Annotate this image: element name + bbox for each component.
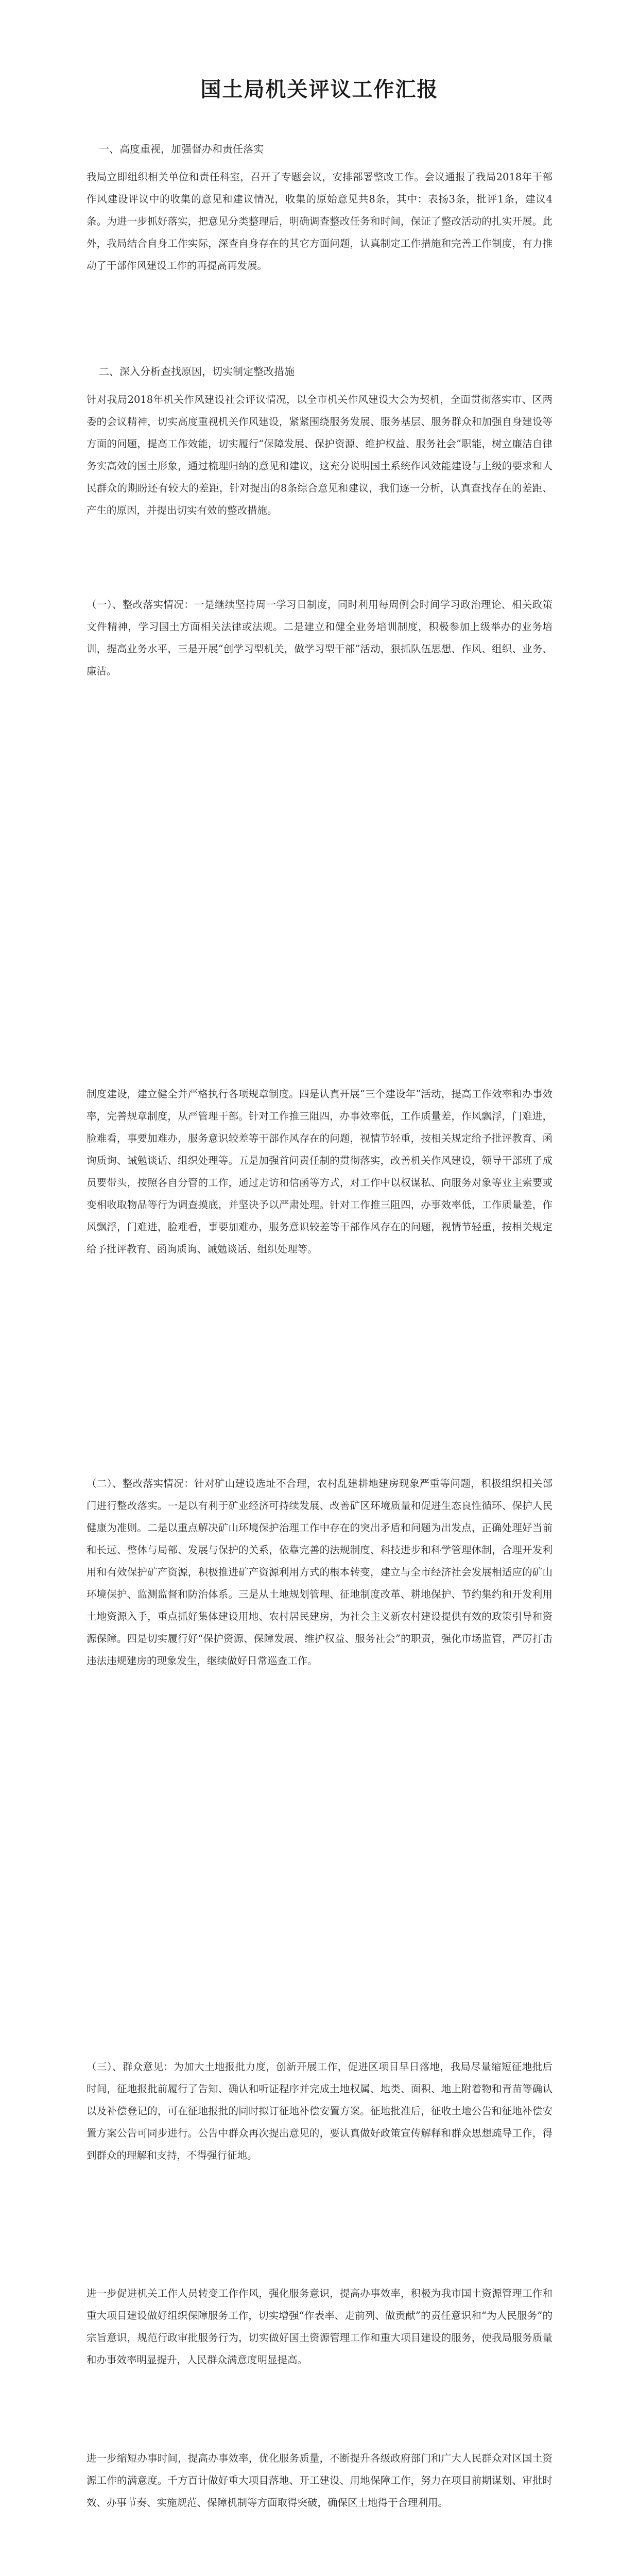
paragraph-5-text: （二）、整改落实情况：针对矿山建设选址不合理，农村乱建耕地建房现象严重等问题，积极组织相关部门进行整改落实。一是以有利于矿业经济可持续发展、改善矿区环境质量和促进生态良性循环、保护人民健康为准则。二是以重点解决矿山环境保护治理工作中存在的突出矛盾和问题为出发点，正确处理好当前和长远、整体与局部、发展与保护的关系，依靠完善的法规制度、科技进步和科学管理体制，合理开发利用和有效保护矿产资源，积极推进矿产资源利用方式的根本转变，建立与全市经济社会发展相适应的矿山环境保护、监测监督和防治体系。三是从土地规划管理、征地制度改革、耕地保护、节约集约和开发利用土地资源入手，重点抓好集体建设用地、农村居民建房，为社会主义新农村建设提供有效的政策引导和资源保障。四是切实履行好“保护资源、保障发展、维护权益、服务社会”的职责，强化市场监管，严厉打击违法违规建房的现象发生，继续做好日常巡查工作。	[87, 1478, 552, 1667]
blank-gap-2	[87, 1834, 552, 2030]
page-title: 国土局机关评议工作汇报	[200, 77, 439, 101]
paragraph-8-text: 进一步缩短办事时间，提高办事效率，优化服务质量，不断提升各级政府部门和广大人民群众对区国土资源工作的满意度。千方百计做好重大项目落地、开工建设、用地保障工作，努力在项目前期谋划、审批时效、办事节奏、实施规范、保障机制等方面取得突破，确保区土地得于合理利用。	[87, 2452, 552, 2509]
paragraph-1	[87, 166, 552, 277]
paragraph-7-text: 进一步促进机关工作人员转变工作作风，强化服务意识，提高办事效率，积极为我市国土资源管理工作和重大项目建设做好组织保障服务工作，切实增强“作表率、走前列、做贡献”的责任意识和“为人民服务”的宗旨意识，规范行政审批服务行为，切实做好国土资源管理工作和重大项目建设的服务，使我局服务质量和办事效率明显提升，人民群众满意度明显提高。	[87, 2287, 552, 2366]
paragraph-6	[87, 2056, 552, 2166]
paragraph-1-text: 我局立即组织相关单位和责任科室，召开了专题会议，安排部署整改工作。会议通报了我局2018年干部作风建设评议中的收集的意见和建议情况，收集的原始意见共8条，其中：表扬3条，批评1条，建议4条。为进一步抓好落实，把意见分类整理后，明确调查整改任务和时间，保证了整改活动的扎实开展。此外，我局结合自身工作实际，深查自身存在的其它方面问题，认真制定工作措施和完善工作制度，有力推动了干部作风建设工作的再提高再发展。	[87, 171, 552, 272]
section-heading-2: 二、深入分析查找原因，切实制定整改措施	[99, 365, 295, 378]
paragraph-2-text: 针对我局2018年机关作风建设社会评议情况，以全市机关作风建设大会为契机，全面贯彻落实市、区两委的会议精神，切实高度重视机关作风建设，紧紧围绕服务发展、服务基层、服务群众和加强自身建设等方面的问题，提高工作效能，切实履行“保障发展、保护资源、维护权益、服务社会”职能，树立廉洁自律务实高效的国土形象，通过梳理归纳的意见和建议，这充分说明国土系统作风效能建设与上级的要求和人民群众的期盼还有较大的差距，针对提出的8条综合意见和建议，我们逐一分析，认真查找存在的差距、产生的原因，并提出切实有效的整改措施。	[87, 394, 552, 516]
paragraph-2	[87, 388, 552, 521]
paragraph-4	[87, 1083, 552, 1260]
paragraph-8	[87, 2447, 552, 2514]
paragraph-7	[87, 2282, 552, 2371]
section-heading-1: 一、高度重视，加强督办和责任落实	[99, 143, 264, 155]
paragraph-5	[87, 1472, 552, 1672]
paragraph-3-text: （一）、整改落实情况：一是继续坚持周一学习日制度，同时利用每周例会时间学习政治理论、相关政策文件精神，学习国土方面相关法律或法规。二是建立和健全业务培训制度，积极参加上级举办的业务培训，提高业务水平，三是开展“创学习型机关，做学习型干部”活动，狠抓队伍思想、作风、组织、业务、廉洁。	[87, 599, 552, 677]
blank-gap-1	[87, 773, 552, 1061]
paragraph-6-text: （三）、群众意见：为加大土地报批力度，创新开展工作，促进区项目早日落地，我局尽量缩短征地批后时间，征地报批前履行了告知、确认和听证程序并完成土地权属、地类、面积、地上附着物和青苗等确认以及补偿登记的，可在征地报批的同时拟订征地补偿安置方案。征地批准后，征收土地公告和征地补偿安置方案公告可同步进行。公告中群众再次提出意见的，要认真做好政策宣传解释和群众思想疏导工作，得到群众的理解和支持，不得强行征地。	[87, 2061, 552, 2161]
paragraph-4-text: 制度建设，建立健全并严格执行各项规章制度。四是认真开展“三个建设年”活动，提高工作效率和办事效率，完善规章制度，从严管理干部。针对工作推三阻四，办事效率低，工作质量差，作风飘浮，门难进，脸难看，事要加难办，服务意识较差等干部作风存在的问题，视情节轻重，按相关规定给予批评教育、函询质询、诫勉谈话、组织处理等。五是加强首问责任制的贯彻落实，改善机关作风建设，领导干部班子成员要带头，按照各自分管的工作，通过走访和信函等方式，对工作中以权谋私、向服务对象等业主索要或变相收取物品等行为调查摸底，并坚决予以严肃处理。针对工作推三阻四，办事效率低，工作质量差，作风飘浮，门难进，脸难看，事要加难办，服务意识较差等干部作风存在的问题，视情节轻重，按相关规定给予批评教育、函询质询、诫勉谈话、组织处理等。	[87, 1088, 552, 1255]
paragraph-3	[87, 594, 552, 682]
